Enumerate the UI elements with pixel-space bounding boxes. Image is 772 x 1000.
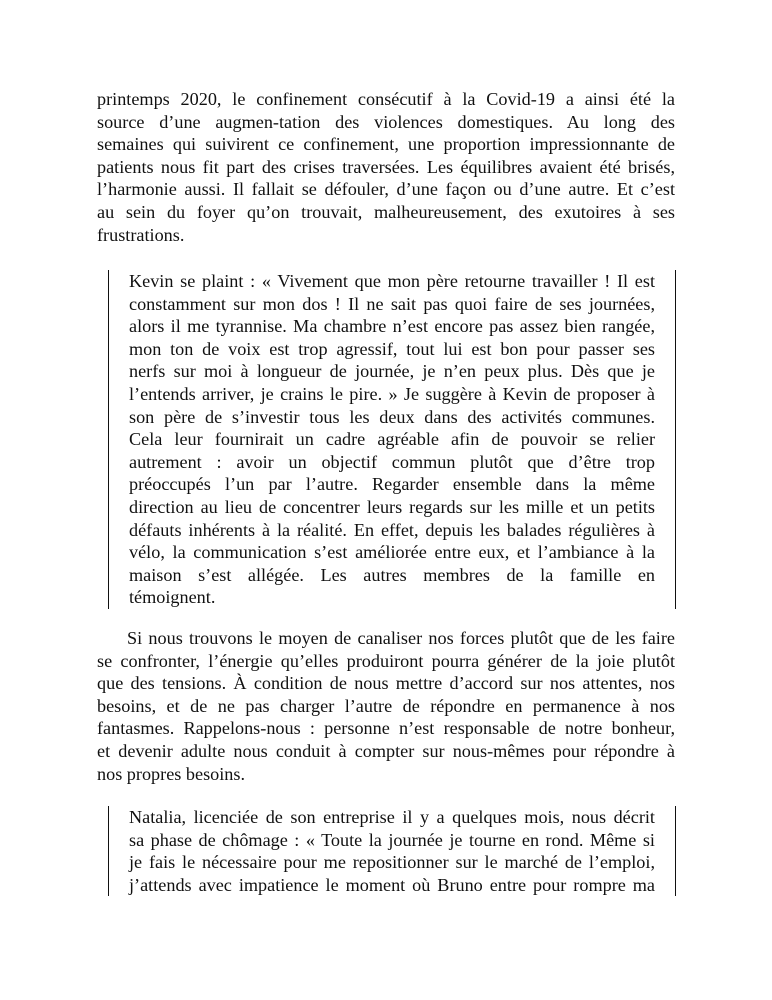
text-line: mon ton de voix est trop agressif, tout lui est bon pour passer ses xyxy=(129,338,655,359)
text-line: Kevin se plaint : « Vivement que mon père retourne travailler ! Il est xyxy=(129,271,655,291)
text-line: constamment sur mon dos ! Il ne sait pas quoi faire de ses journées, xyxy=(129,293,655,314)
quote-text xyxy=(109,806,675,896)
text-line: nerfs sur moi à longueur de journée, je n’en peux plus. Dès que je xyxy=(129,361,655,382)
text-line: l’harmonie aussi. Il fallait se défouler, d’une façon ou d’une autre. Et c’est xyxy=(97,179,675,200)
text-line: au sein du foyer qu’on trouvait, malheureusement, des exutoires à ses xyxy=(97,201,675,222)
text-line: son père de s’investir tous les deux dans des activités communes. xyxy=(129,406,655,427)
text-line: j’attends avec impatience le moment où Bruno entre pour rompre ma xyxy=(129,874,655,895)
text-line: direction au lieu de concentrer leurs regards sur les mille et un petits xyxy=(129,496,655,517)
text-line: semaines qui suivirent ce confinement, une proportion impressionnante de xyxy=(97,134,675,155)
text-line: nos propres besoins. xyxy=(97,763,246,784)
text-line: autrement : avoir un objectif commun plutôt que d’être trop xyxy=(129,451,655,472)
text-line: sa phase de chômage : « Toute la journée je tourne en rond. Même si xyxy=(129,829,655,850)
text-line: Natalia, licenciée de son entreprise il y a quelques mois, nous décrit xyxy=(129,807,655,827)
paragraph-1 xyxy=(97,88,675,246)
text-line: et devenir adulte nous conduit à compter sur nous-mêmes pour répondre à xyxy=(97,740,675,761)
quote-block-kevin xyxy=(108,270,676,609)
text-line: défauts inhérents à la réalité. En effet, depuis les balades régulières à xyxy=(129,519,655,540)
text-line: préoccupés l’un par l’autre. Regarder ensemble dans la même xyxy=(129,474,655,495)
text-line: alors il me tyrannise. Ma chambre n’est encore pas assez bien rangée, xyxy=(129,316,655,337)
text-line: l’entends arriver, je crains le pire. » Je suggère à Kevin de proposer à xyxy=(129,383,655,404)
text-line: se confronter, l’énergie qu’elles produiront pourra générer de la joie plutôt xyxy=(97,650,675,671)
text-line: frustrations. xyxy=(97,224,185,245)
quote-text xyxy=(109,270,675,609)
text-line: Cela leur fournirait un cadre agréable afin de pouvoir se relier xyxy=(129,429,655,450)
text-line: maison s’est allégée. Les autres membres de la famille en xyxy=(129,564,655,585)
text-line: source d’une augmen-tation des violences domestiques. Au long des xyxy=(97,111,675,132)
text-line: vélo, la communication s’est améliorée entre eux, et l’ambiance à la xyxy=(129,542,655,563)
text-line: patients nous fit part des crises traversées. Les équilibres avaient été brisés, xyxy=(97,156,675,177)
text-line: je fais le nécessaire pour me repositionner sur le marché de l’emploi, xyxy=(129,852,655,873)
paragraph-2 xyxy=(97,627,675,785)
text-line: que des tensions. À condition de nous mettre d’accord sur nos attentes, nos xyxy=(97,673,675,694)
text-line: témoignent. xyxy=(129,587,216,608)
text-line: printemps 2020, le confinement consécutif à la Covid-19 a ainsi été la xyxy=(97,89,675,109)
text-line: fantasmes. Rappelons-nous : personne n’est responsable de notre bonheur, xyxy=(97,718,675,739)
text-line: Si nous trouvons le moyen de canaliser nos forces plutôt que de les faire xyxy=(127,628,675,648)
text-line: besoins, et de ne pas charger l’autre de répondre en permanence à nos xyxy=(97,695,675,716)
quote-block-natalia xyxy=(108,806,676,896)
